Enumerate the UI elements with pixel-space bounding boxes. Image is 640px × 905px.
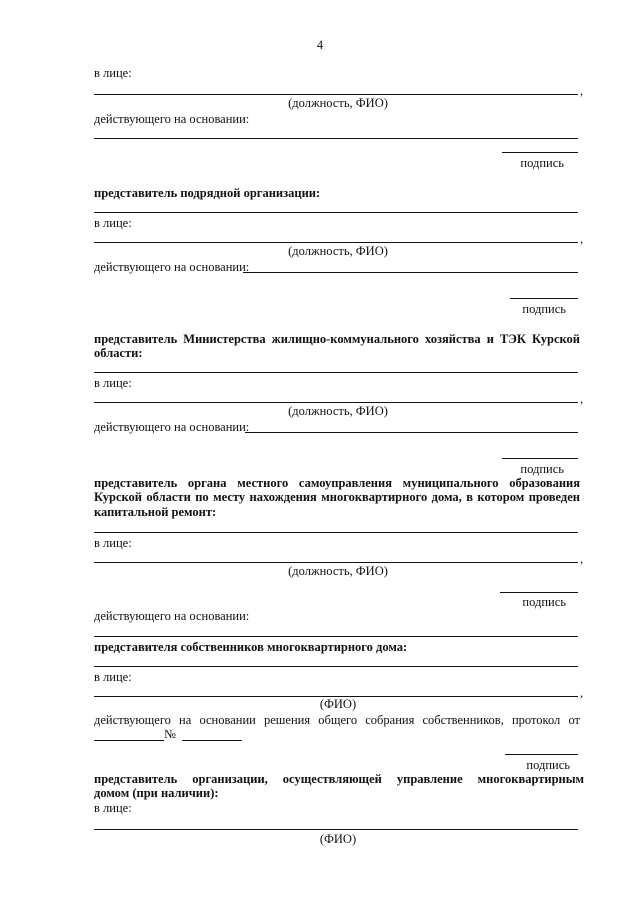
fio-caption-1: (ФИО): [319, 697, 357, 711]
deystvuyushchego-label-2: действующего на основании:: [94, 260, 250, 274]
dolzhnost-fio-caption-1: (должность, ФИО): [288, 96, 388, 110]
section-ministerstvo-heading-line2: области:: [94, 346, 143, 360]
signature-line-1[interactable]: [502, 152, 578, 153]
fill-line-14[interactable]: [94, 829, 578, 830]
signature-line-3[interactable]: [502, 458, 578, 459]
dolzhnost-fio-caption-2: (должность, ФИО): [288, 244, 388, 258]
signature-line-2[interactable]: [510, 298, 578, 299]
v-litse-label-6: в лице:: [94, 801, 132, 815]
signature-line-5[interactable]: [505, 754, 578, 755]
podpis-caption-2: подпись: [522, 302, 566, 316]
fill-line-7[interactable]: [94, 402, 578, 403]
signature-line-4[interactable]: [500, 592, 578, 593]
protocol-date-line[interactable]: [94, 740, 164, 741]
section-ministerstvo-heading-line1: представитель Министерства жилищно-коммунального хозяйства и ТЭК Курской: [94, 332, 580, 346]
fill-line-10[interactable]: [94, 562, 578, 563]
deystvuyushchego-label-4: действующего на основании:: [94, 609, 250, 623]
fill-line-9[interactable]: [94, 532, 578, 533]
v-litse-label-3: в лице:: [94, 376, 132, 390]
podpis-caption-3: подпись: [520, 462, 564, 476]
section-organ-heading-line3: капитальной ремонт:: [94, 505, 217, 519]
fill-line-5[interactable]: [243, 272, 578, 273]
v-litse-label-4: в лице:: [94, 536, 132, 550]
protocol-number-sign: №: [164, 727, 176, 741]
fill-line-1[interactable]: [94, 94, 578, 95]
deystvuyushchego-label-3: действующего на основании:: [94, 420, 250, 434]
podpis-caption-5: подпись: [526, 758, 570, 772]
v-litse-label-2: в лице:: [94, 216, 132, 230]
section-sobstvenniki-heading: представителя собственников многоквартирного дома:: [94, 640, 408, 654]
fill-line-11[interactable]: [94, 636, 578, 637]
fill-line-12[interactable]: [94, 666, 578, 667]
fill-line-8[interactable]: [245, 432, 578, 433]
podpis-caption-4: подпись: [522, 595, 566, 609]
comma-2: ,: [580, 232, 584, 246]
section-upravlenie-heading-line1: представитель организации, осуществляющей управление многоквартирным: [94, 772, 584, 786]
fill-line-4[interactable]: [94, 242, 578, 243]
comma-4: ,: [580, 552, 584, 566]
fill-line-6[interactable]: [94, 372, 578, 373]
fill-line-3[interactable]: [94, 212, 578, 213]
section-upravlenie-heading-line2: домом (при наличии):: [94, 786, 219, 800]
podpis-caption-1: подпись: [520, 156, 564, 170]
deystvuyushchego-label-1: действующего на основании:: [94, 112, 250, 126]
comma-3: ,: [580, 392, 584, 406]
v-litse-label-5: в лице:: [94, 670, 132, 684]
protocol-number-line[interactable]: [182, 740, 242, 741]
page-number: 4: [316, 38, 324, 52]
section-organ-heading-line2: Курской области по месту нахождения многоквартирного дома, в котором проведен: [94, 490, 580, 504]
v-litse-label-1: в лице:: [94, 66, 132, 80]
sobranie-line: действующего на основании решения общего собрания собственников, протокол от: [94, 713, 580, 727]
comma-5: ,: [580, 686, 584, 700]
fill-line-2[interactable]: [94, 138, 578, 139]
comma-1: ,: [580, 84, 584, 98]
dolzhnost-fio-caption-4: (должность, ФИО): [288, 564, 388, 578]
dolzhnost-fio-caption-3: (должность, ФИО): [288, 404, 388, 418]
section-organ-heading-line1: представитель органа местного самоуправления муниципального образования: [94, 476, 580, 490]
section-podryadnaya-heading: представитель подрядной организации:: [94, 186, 321, 200]
fio-caption-2: (ФИО): [319, 832, 357, 846]
